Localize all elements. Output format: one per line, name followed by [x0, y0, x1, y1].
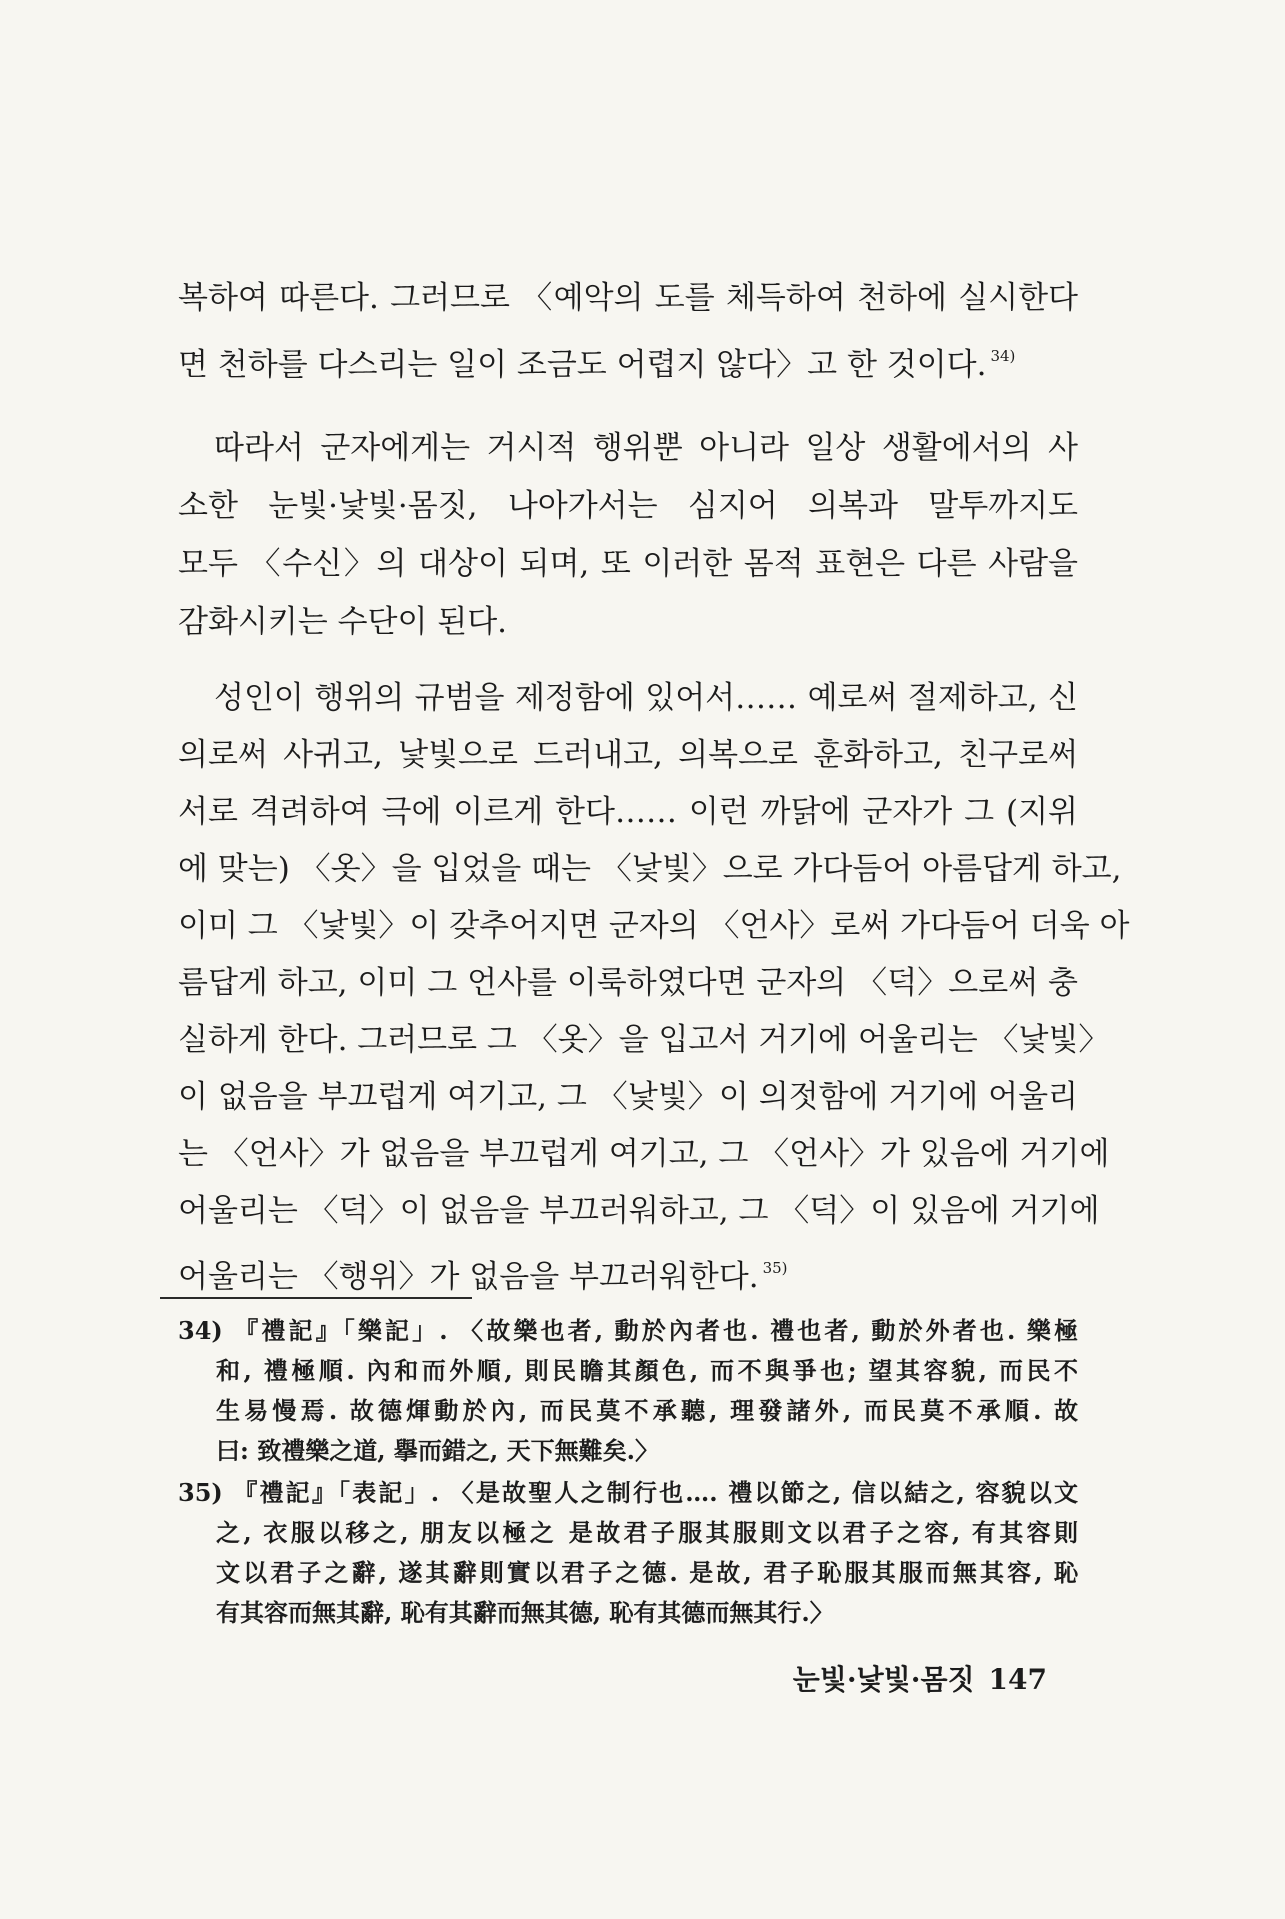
footnote-line: 曰: 致禮樂之道, 擧而錯之, 天下無難矣.〉 [216, 1436, 659, 1465]
page-number: 147 [988, 1663, 1047, 1696]
footnote-line: 和, 禮極順. 內和而外順, 則民瞻其顏色, 而不與爭也; 望其容貌, 而民不 [216, 1356, 1078, 1385]
text-line: 의로써 사귀고, 낯빛으로 드러내고, 의복으로 훈화하고, 친구로써 [178, 737, 1078, 773]
running-title: 눈빛·낯빛·몸짓 [792, 1663, 975, 1696]
footnote-number: 35) [178, 1478, 223, 1507]
text-line-content: 면 천하를 다스리는 일이 조금도 어렵지 않다〉고 한 것이다. [178, 347, 987, 383]
footnote-line: 有其容而無其辭, 恥有其辭而無其德, 恥有其德而無其行.〉 [216, 1598, 834, 1627]
text-line: 감화시키는 수단이 된다. [178, 604, 508, 640]
text-line: 모두 〈수신〉의 대상이 되며, 또 이러한 몸적 표현은 다른 사람을 [178, 546, 1078, 582]
footnote-line: 之, 衣服以移之, 朋友以極之 是故君子服其服則文以君子之容, 有其容則 [216, 1518, 1078, 1547]
footnote-line: 生易慢焉. 故德煇動於內, 而民莫不承聽, 理發諸外, 而民莫不承順. 故 [216, 1396, 1078, 1425]
text-line: 이미 그 〈낯빛〉이 갖추어지면 군자의 〈언사〉로써 가다듬어 더욱 아 [178, 908, 1130, 944]
text-line [178, 336, 1078, 383]
text-line: 성인이 행위의 규범을 제정함에 있어서…… 예로써 절제하고, 신 [214, 680, 1078, 716]
text-line: 름답게 하고, 이미 그 언사를 이룩하였다면 군자의 〈덕〉으로써 충 [178, 965, 1078, 1001]
footnote-text: 『禮記』「樂記」. 〈故樂也者, 動於內者也. 禮也者, 動於外者也. 樂極 [234, 1316, 1078, 1345]
text-line: 어울리는 〈덕〉이 없음을 부끄러워하고, 그 〈덕〉이 있음에 거기에 [178, 1193, 1100, 1229]
footnote-line [178, 1313, 1078, 1349]
footnote-ref-34: 34) [990, 347, 1016, 365]
text-line: 소한 눈빛·낯빛·몸짓, 나아가서는 심지어 의복과 말투까지도 [178, 488, 1078, 524]
text-line [178, 1248, 1078, 1295]
text-line: 는 〈언사〉가 없음을 부끄럽게 여기고, 그 〈언사〉가 있음에 거기에 [178, 1136, 1110, 1172]
text-line: 복하여 따른다. 그러므로 〈예악의 도를 체득하여 천하에 실시한다 [178, 280, 1078, 316]
footnote-ref-35: 35) [762, 1259, 788, 1277]
footnote-divider [160, 1297, 472, 1299]
text-line: 따라서 군자에게는 거시적 행위뿐 아니라 일상 생활에서의 사 [214, 430, 1078, 466]
footnote-text: 『禮記』「表記」. 〈是故聖人之制行也…. 禮以節之, 信以結之, 容貌以文 [233, 1478, 1079, 1507]
footnote-line [178, 1475, 1078, 1511]
text-line: 실하게 한다. 그러므로 그 〈옷〉을 입고서 거기에 어울리는 〈낯빛〉 [178, 1022, 1110, 1058]
footnote-line: 文以君子之辭, 遂其辭則實以君子之德. 是故, 君子恥服其服而無其容, 恥 [216, 1558, 1078, 1587]
text-line: 에 맞는) 〈옷〉을 입었을 때는 〈낯빛〉으로 가다듬어 아름답게 하고, [178, 851, 1122, 887]
text-line-content: 어울리는 〈행위〉가 없음을 부끄러워한다. [178, 1259, 759, 1295]
text-line: 서로 격려하여 극에 이르게 한다…… 이런 까닭에 군자가 그 (지위 [178, 794, 1078, 830]
footnote-number: 34) [178, 1316, 223, 1345]
running-footer [793, 1658, 1047, 1698]
text-line: 이 없음을 부끄럽게 여기고, 그 〈낯빛〉이 의젓함에 거기에 어울리 [178, 1079, 1078, 1115]
